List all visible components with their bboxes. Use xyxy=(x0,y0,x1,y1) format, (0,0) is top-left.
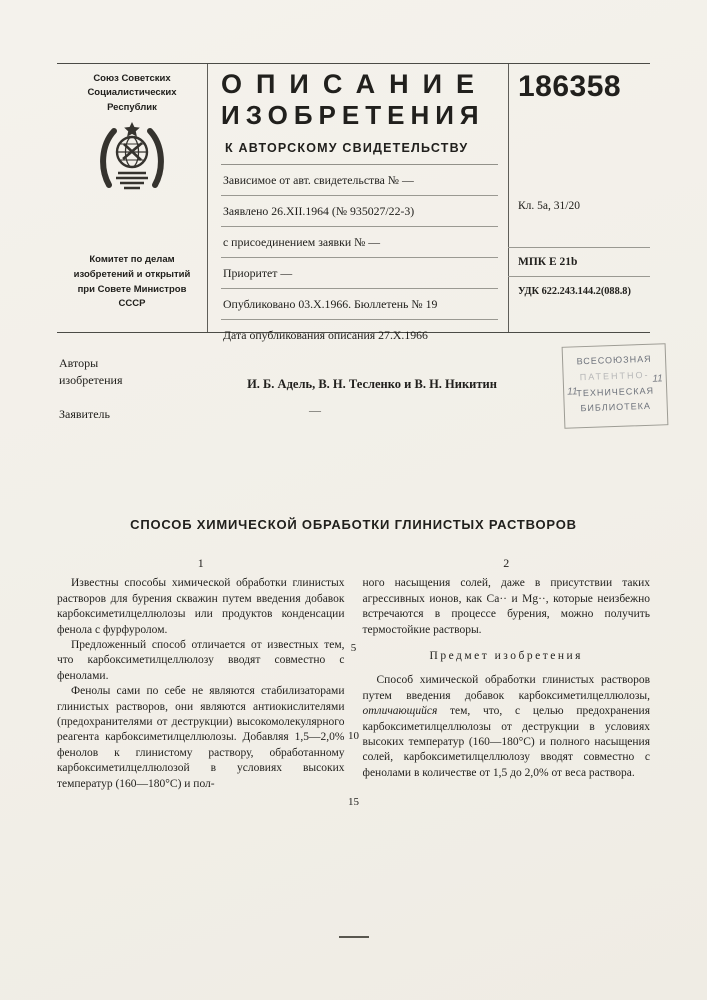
ussr-emblem-icon xyxy=(97,121,167,195)
body-paragraph: Фенолы сами по себе не являются стабилизаторами глинистых растворов, они являются антиокислителями (предохранителями от деструкции) высокомолекулярного реагента карбоксиметилцеллюлозы. Добавляя 1,5—2,0% фенолов к глинистому раствору, обработанному карбоксиметилцеллюлозой в условиях высоких температур (160—180°С) и пол- xyxy=(57,685,345,790)
stamp-line-1: ВСЕСОЮЗНАЯ xyxy=(576,353,652,367)
document-subtitle: К АВТОРСКОМУ СВИДЕТЕЛЬСТВУ xyxy=(221,131,498,165)
stamp-line-3: ТЕХНИЧЕСКАЯ xyxy=(576,385,655,398)
applicant-label: Заявитель xyxy=(59,407,110,421)
right-column-separator-1 xyxy=(508,247,650,248)
stamp-line-4: БИБЛИОТЕКА xyxy=(580,401,652,414)
authors-label: Авторы изобретения xyxy=(59,356,123,388)
right-column-separator-2 xyxy=(508,276,650,277)
document-type-title-line2: ИЗОБРЕТЕНИЯ xyxy=(221,100,485,130)
joined-application-row: с присоединением заявки № — xyxy=(221,227,498,258)
invention-title: СПОСОБ ХИМИЧЕСКОЙ ОБРАБОТКИ ГЛИНИСТЫХ РАСТВОРОВ xyxy=(130,517,577,532)
right-text-column xyxy=(363,556,651,792)
body-paragraph: ного насыщения солей, даже в присутствии таких агрессивных ионов, как Ca·· и Mg··, которые неизбежно встречаются в процессе бурения, можно получить термостойкие растворы. xyxy=(362,577,650,636)
header-middle-column xyxy=(207,64,508,342)
body-columns xyxy=(57,556,650,808)
line-number-15: 15 xyxy=(348,796,359,808)
header-table xyxy=(57,63,650,342)
patent-number: 186358 xyxy=(518,70,622,103)
header-left-column xyxy=(57,64,207,332)
line-number-5: 5 xyxy=(350,642,357,654)
claim-text-after: тем, что, с целью предохранения карбоксиметилцеллюлозы от деструкции в условиях высоких температур (160—180°С) и полного насыщения солей, карбоксиметилцеллюлозу вводят совместно с фенолами в количестве от 1,5 до 2,0% от веса раствора. xyxy=(362,705,650,779)
claim-text-before: Способ химической обработки глинистых растворов путем введения добавок карбоксиметилцеллюлозы, xyxy=(362,674,650,702)
udk-code: УДК 622.243.144.2(088.8) xyxy=(518,286,631,297)
application-filed-row: Заявлено 26.XII.1964 (№ 935027/22-3) xyxy=(221,196,498,227)
author-names: И. Б. Адель, В. Н. Тесленко и В. Н. Никитин xyxy=(247,377,497,391)
class-code: Кл. 5а, 31/20 xyxy=(518,200,580,212)
mpk-code: МПК E 21b xyxy=(518,256,578,268)
authors-section xyxy=(57,345,663,447)
dependent-certificate-row: Зависимое от авт. свидетельства № — xyxy=(221,165,498,196)
claim-paragraph xyxy=(363,673,651,781)
column-number-1: 1 xyxy=(197,556,204,570)
document-type-title-line1: ОПИСАНИЕ xyxy=(221,69,489,99)
left-text-column xyxy=(57,556,345,792)
header-divider-left xyxy=(207,64,208,332)
body-paragraph: Известны способы химической обработки глинистых растворов для бурения скважин путем введения добавок карбоксиметилцеллюлозы или продуктов конденсации фенола с фурфуролом. xyxy=(57,577,345,636)
column-number-2: 2 xyxy=(503,556,510,570)
claims-heading: Предмет изобретения xyxy=(429,650,583,663)
stamp-mark-left: 11 xyxy=(566,386,578,398)
line-number-10: 10 xyxy=(348,730,359,742)
description-date-row: Дата опубликования описания 27.X.1966 xyxy=(223,328,428,342)
header-right-column xyxy=(508,64,650,332)
library-stamp xyxy=(562,343,669,429)
published-row: Опубликовано 03.X.1966. Бюллетень № 19 xyxy=(221,289,498,320)
footer-divider xyxy=(339,936,369,938)
applicant-dash: — xyxy=(309,403,321,417)
body-paragraph: Предложенный способ отличается от известных тем, что карбоксиметилцеллюлозу вводят совместно с фенолами. xyxy=(57,639,345,682)
stamp-mark-right: 11 xyxy=(652,373,663,385)
union-name: Союз Советских Социалистических Республик xyxy=(87,73,177,113)
priority-row: Приоритет — xyxy=(221,258,498,289)
committee-name: Комитет по делам изобретений и открытий при Совете Министров СССР xyxy=(73,254,191,310)
claim-text-italic: отличающийся xyxy=(362,705,438,718)
stamp-line-2: ПАТЕНТНО- xyxy=(579,369,650,382)
